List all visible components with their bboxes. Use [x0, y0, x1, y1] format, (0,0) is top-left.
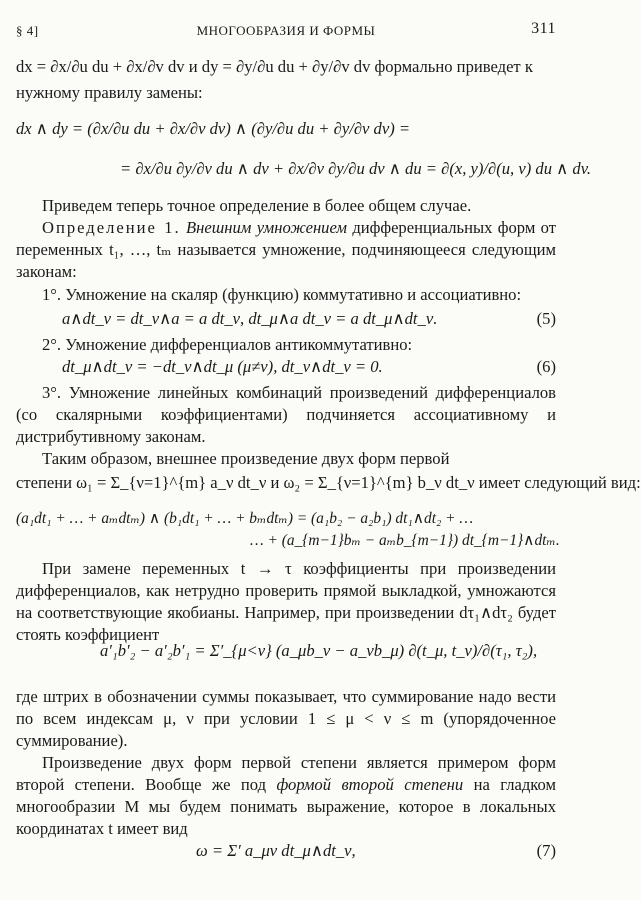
formula-two-forms: степени ω₁ = Σ_{ν=1}^{m} a_ν dt_ν и ω₂ = Σ_{ν=1}^{m} b_ν dt_ν имеет следующий вид:	[16, 473, 641, 492]
formula-jacobian-coefficient: a′₁b′₂ − a′₂b′₁ = Σ′_{μ<ν} (a_μb_ν − a_νb_μ) ∂(t_μ, t_ν)/∂(τ₁, τ₂),	[100, 641, 538, 660]
paragraph-exterior-product: Таким образом, внешнее произведение двух форм первой	[42, 449, 450, 468]
paragraph-change-of-variables: При замене переменных t → τ коэффициенты при произведении дифференциалов, как нетрудно проверить прямой выкладкой, умножаются на соответствующие якобианы. Например, при произведении dτ₁∧dτ₂ будет стоять коэффициент	[16, 559, 556, 644]
equation-7-number: (7)	[536, 841, 556, 860]
running-title: МНОГООБРАЗИЯ И ФОРМЫ	[196, 23, 376, 38]
definition-label: Определение 1.	[42, 218, 181, 237]
definition-term: Внешним умножением	[186, 218, 348, 237]
text-line-replacement-rule: нужному правилу замены:	[16, 83, 203, 102]
page-number: 311	[531, 20, 556, 37]
running-header	[16, 20, 556, 40]
formula-dx-wedge-dy-result: = ∂x/∂u ∂y/∂v du ∧ dv + ∂x/∂v ∂y/∂u dv ∧ du = ∂(x, y)/∂(u, v) du ∧ dv.	[120, 159, 592, 178]
paragraph-second-degree-forms	[16, 752, 556, 840]
second-degree-text-a: Произведение двух форм первой степени является примером форм второй степени. Вообще же под	[16, 753, 556, 794]
equation-6-body: dt_μ∧dt_ν = −dt_ν∧dt_μ (μ≠ν), dt_ν∧dt_ν = 0.	[62, 357, 383, 376]
formula-exterior-product-2: … + (a_{m−1}bₘ − aₘb_{m−1}) dt_{m−1}∧dtₘ.	[250, 532, 560, 549]
equation-6	[62, 356, 556, 378]
paragraph-primed-sum: где штрих в обозначении суммы показывает, что суммирование надо вести по всем индексам μ, ν при условии 1 ≤ μ < ν ≤ m (упорядоченное суммирование).	[16, 687, 556, 750]
paragraph-precise-definition: Приведем теперь точное определение в более общем случае.	[42, 196, 472, 215]
formula-dx-wedge-dy: dx ∧ dy = (∂x/∂u du + ∂x/∂v dv) ∧ (∂y/∂u du + ∂y/∂v dv) =	[16, 119, 411, 138]
rule-3-text: 3°. Умножение линейных комбинаций произведений дифференциалов (со скалярными коэффициентами) подчиняется ассоциативному и дистрибутивному законам.	[16, 383, 556, 446]
equation-5-number: (5)	[536, 309, 556, 328]
formula-exterior-product-1: (a₁dt₁ + … + aₘdtₘ) ∧ (b₁dt₁ + … + bₘdtₘ) = (a₁b₂ − a₂b₁) dt₁∧dt₂ + …	[16, 510, 474, 527]
rule-1-text: 1°. Умножение на скаляр (функцию) коммутативно и ассоциативно:	[42, 285, 522, 304]
definition-1	[16, 217, 556, 283]
second-degree-term: формой второй степени	[276, 775, 464, 794]
equation-5	[62, 308, 556, 330]
formula-line-1: dx = ∂x/∂u du + ∂x/∂v dv и dy = ∂y/∂u du + ∂y/∂v dv формально приведет к	[16, 57, 533, 76]
equation-7-body: ω = Σ′ a_μν dt_μ∧dt_ν,	[196, 841, 356, 860]
second-degree-text-b: на гладком многообразии M мы будем понимать выражение, которое в локальных координатах t имеет вид	[16, 775, 557, 838]
equation-7	[196, 840, 556, 862]
equation-5-body: a∧dt_ν = dt_ν∧a = a dt_ν, dt_μ∧a dt_ν = a dt_μ∧dt_ν.	[62, 309, 438, 328]
definition-body: дифференциальных форм от переменных t₁, …, tₘ называется умножение, подчиняющееся следующим законам:	[16, 218, 556, 281]
section-marker: § 4]	[16, 23, 39, 38]
rule-2-text: 2°. Умножение дифференциалов антикоммутативно:	[42, 335, 413, 354]
equation-6-number: (6)	[536, 357, 556, 376]
